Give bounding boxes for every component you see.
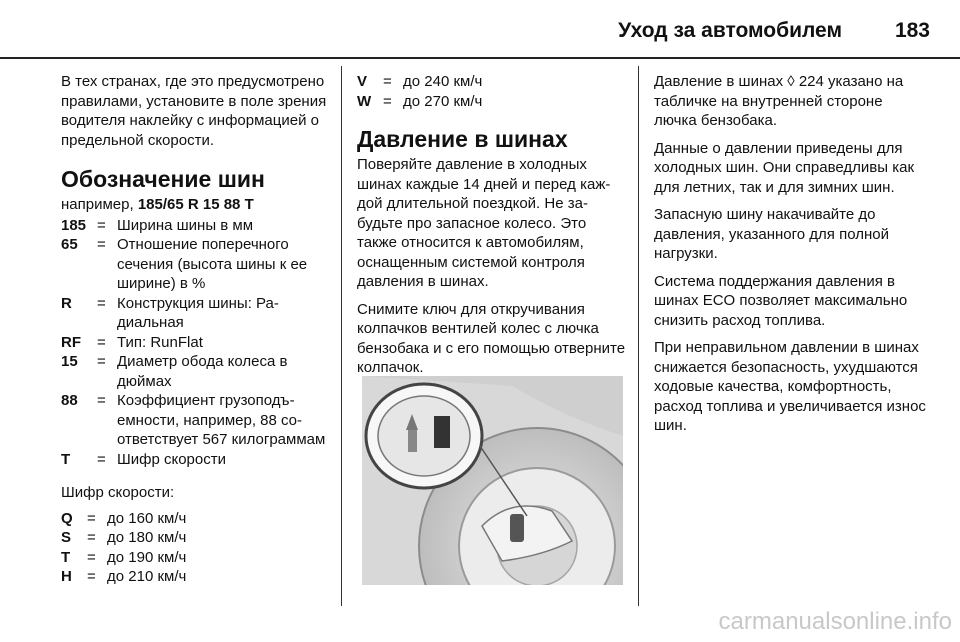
definition-value: до 240 км/ч <box>403 73 483 90</box>
watermark: carmanualsonline.info <box>718 608 952 635</box>
page-number: 183 <box>894 19 930 42</box>
column-divider-2 <box>638 66 639 606</box>
column-divider-1 <box>341 66 342 606</box>
definition-value: Шифр скорости <box>117 450 226 468</box>
definition-equals: = <box>383 73 392 90</box>
column-2 <box>357 72 627 378</box>
definition-key: 65 <box>61 236 78 253</box>
definition-equals: = <box>97 236 106 253</box>
column-3 <box>654 72 926 436</box>
speed-code-list-continued <box>357 72 627 111</box>
pressure-info-paragraph-5: При неправильном давлении в шинах снижается безопасность, ухудшаются ходовые качества, комфортность, расход топлива и увеличивается износ шин. <box>654 339 926 434</box>
speed-code-label: Шифр скорости: <box>61 484 175 501</box>
definition-row <box>61 294 331 333</box>
pressure-paragraph-2: Снимите ключ для откручивания колпачков вентилей колес с лючка бензобака и с его помощью отверните колпачок. <box>357 300 626 376</box>
definition-key: 15 <box>61 353 78 370</box>
definition-row <box>357 92 627 112</box>
definition-row <box>61 450 331 470</box>
example-value: 185/65 R 15 88 T <box>137 196 254 213</box>
definition-row <box>61 216 331 236</box>
definition-key: 185 <box>61 216 87 234</box>
definition-value: Конструкция шины: Радиальная <box>117 294 279 331</box>
definition-row <box>61 548 331 568</box>
speed-code-list <box>61 509 331 587</box>
definition-row <box>61 235 331 294</box>
pressure-info-paragraph-4: Система поддержания давления в шинах ECO позволяет максимально снизить расход топлива. <box>654 272 908 329</box>
definition-equals: = <box>87 529 96 546</box>
intro-paragraph: В тех странах, где это предусмотрено правилами, установите в поле зрения водителя наклейку с информацией о предельной скорости. <box>61 73 327 149</box>
definition-value: Диаметр обода колеса в дюймах <box>117 353 288 390</box>
definition-key: H <box>61 568 72 585</box>
definition-equals: = <box>87 568 96 585</box>
definition-row <box>357 72 627 92</box>
definition-key: Q <box>61 509 73 527</box>
definition-row <box>61 509 331 529</box>
definition-equals: = <box>97 392 106 409</box>
definition-equals: = <box>87 509 96 527</box>
definition-value: Коэффициент грузоподъемности, например, 88 соответствует 567 килограммам <box>117 392 326 448</box>
valve-key <box>510 514 524 542</box>
definition-equals: = <box>97 294 106 312</box>
definition-value: до 180 км/ч <box>107 529 187 546</box>
definition-row <box>61 528 331 548</box>
designation-list <box>61 216 331 470</box>
definition-value: до 160 км/ч <box>107 509 187 527</box>
definition-key: T <box>61 450 71 468</box>
tire-example <box>61 195 331 215</box>
definition-key: S <box>61 529 72 546</box>
definition-value: до 210 км/ч <box>107 568 187 585</box>
section-title: Уход за автомобилем <box>618 19 842 42</box>
definition-value: до 190 км/ч <box>107 548 187 566</box>
pressure-info-paragraph-2: Данные о давлении приведены для холодных шин. Они справедливы как для летних, так и для зимних шин. <box>654 139 915 196</box>
definition-equals: = <box>97 216 106 234</box>
definition-row <box>61 333 331 353</box>
definition-equals: = <box>97 450 106 468</box>
definition-key: R <box>61 294 72 312</box>
definition-key: RF <box>61 333 81 351</box>
definition-key: T <box>61 548 71 566</box>
tire-pressure-heading: Давление в шинах <box>357 126 568 152</box>
page-header <box>0 0 960 58</box>
definition-row <box>61 567 331 587</box>
definition-key: 88 <box>61 392 78 409</box>
definition-equals: = <box>97 333 106 351</box>
definition-row <box>61 391 331 450</box>
definition-value: Отношение поперечного сечения (высота шины к ее ширине) в % <box>117 236 308 292</box>
definition-value: до 270 км/ч <box>403 92 483 110</box>
valve-cap-illustration <box>362 376 623 585</box>
definition-equals: = <box>97 353 106 370</box>
header-divider <box>0 57 960 59</box>
pressure-paragraph-1: Поверяйте давление в холодных шинах каждые 14 дней и перед каждой длительной поездкой. Не забудьте про запасное колесо. Это также относится к автомобилям, оснащенным системой контроля давления в шинах. <box>357 156 611 290</box>
definition-equals: = <box>87 548 96 566</box>
definition-value: Ширина шины в мм <box>117 216 254 234</box>
definition-equals: = <box>383 92 392 110</box>
example-prefix: например, <box>61 196 138 213</box>
pressure-info-paragraph-3: Запасную шину накачивайте до давления, указанного для полной нагрузки. <box>654 206 889 262</box>
definition-row <box>61 352 331 391</box>
definition-key: V <box>357 73 368 90</box>
definition-key: W <box>357 92 372 110</box>
pressure-info-paragraph-1: Давление в шинах ◊ 224 указано на табличке на внутренней стороне лючка бензобака. <box>654 73 904 129</box>
valve-key-holder <box>434 416 450 448</box>
definition-value: Тип: RunFlat <box>117 333 203 351</box>
tire-designation-heading: Обозначение шин <box>61 166 265 192</box>
column-1 <box>61 72 331 587</box>
